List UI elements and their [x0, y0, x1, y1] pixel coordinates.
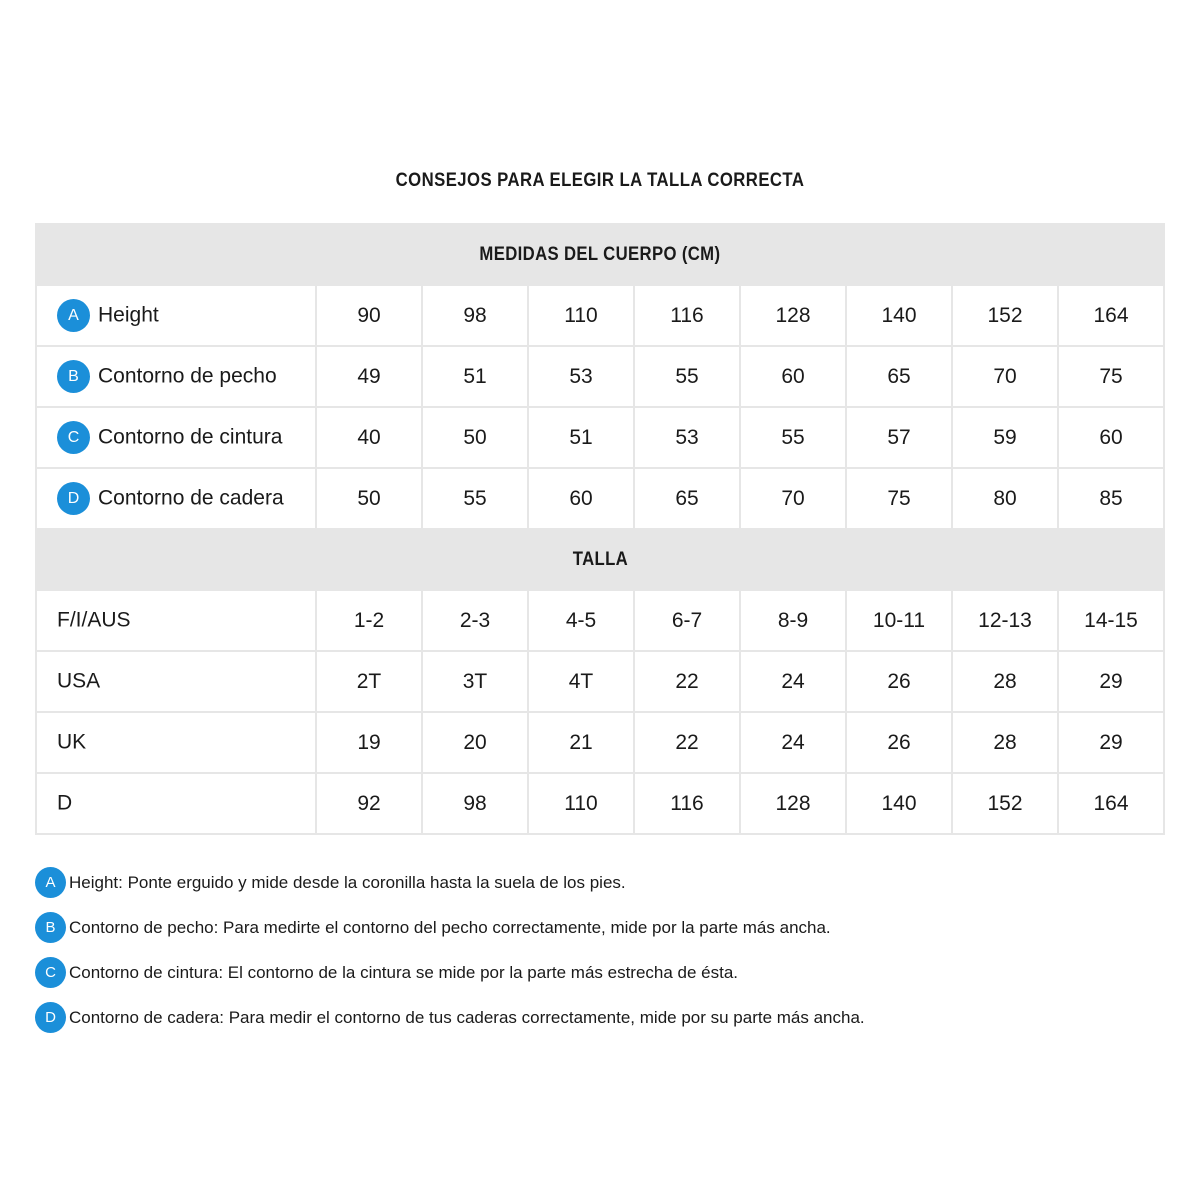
table-cell: 110 — [528, 285, 634, 346]
note-text: Contorno de pecho: Para medirte el contorno del pecho correctamente, mide por la parte más ancha. — [69, 917, 831, 937]
table-cell: 53 — [528, 346, 634, 407]
table-cell: 57 — [846, 407, 952, 468]
table-cell: 55 — [422, 468, 528, 529]
table-cell: 92 — [316, 773, 422, 834]
row-label-cell — [36, 468, 316, 529]
table-cell: 80 — [952, 468, 1058, 529]
letter-badge-icon: D — [35, 1002, 66, 1033]
table-cell: 75 — [846, 468, 952, 529]
row-label: Contorno de cintura — [98, 425, 283, 449]
section-header: TALLA — [572, 548, 628, 570]
table-cell: 29 — [1058, 651, 1164, 712]
table-cell: 110 — [528, 773, 634, 834]
table-cell: 19 — [316, 712, 422, 773]
row-label: Contorno de cadera — [98, 486, 284, 510]
table-cell: 40 — [316, 407, 422, 468]
table-cell: 4T — [528, 651, 634, 712]
letter-badge-icon: C — [57, 421, 90, 454]
table-cell: 60 — [1058, 407, 1164, 468]
table-cell: 24 — [740, 712, 846, 773]
section-header-cell — [36, 529, 1164, 590]
table-row — [36, 651, 1164, 712]
row-label-cell — [36, 346, 316, 407]
table-cell: 3T — [422, 651, 528, 712]
table-cell: 128 — [740, 285, 846, 346]
table-cell: 60 — [528, 468, 634, 529]
table-cell: 6-7 — [634, 590, 740, 651]
table-cell: 60 — [740, 346, 846, 407]
note-item — [35, 1001, 1165, 1034]
table-cell: 26 — [846, 712, 952, 773]
table-cell: 85 — [1058, 468, 1164, 529]
table-cell: 28 — [952, 712, 1058, 773]
table-cell: 2-3 — [422, 590, 528, 651]
note-text: Contorno de cintura: El contorno de la cintura se mide por la parte más estrecha de ésta. — [69, 962, 739, 982]
table-cell: 140 — [846, 773, 952, 834]
table-cell: 22 — [634, 712, 740, 773]
table-row — [36, 285, 1164, 346]
table-cell: 65 — [634, 468, 740, 529]
table-cell: 50 — [316, 468, 422, 529]
table-cell: 55 — [740, 407, 846, 468]
table-cell: 22 — [634, 651, 740, 712]
table-cell: 65 — [846, 346, 952, 407]
table-cell: 20 — [422, 712, 528, 773]
table-cell: 50 — [422, 407, 528, 468]
note-text: Contorno de cadera: Para medir el contorno de tus caderas correctamente, mide por su parte más ancha. — [69, 1007, 865, 1027]
table-cell: 98 — [422, 773, 528, 834]
note-item — [35, 911, 1165, 944]
table-cell: 21 — [528, 712, 634, 773]
section-header-cell — [36, 224, 1164, 285]
table-cell: 90 — [316, 285, 422, 346]
table-cell: 164 — [1058, 285, 1164, 346]
row-label: Contorno de pecho — [98, 364, 277, 388]
table-cell: 26 — [846, 651, 952, 712]
table-cell: 53 — [634, 407, 740, 468]
table-cell: 116 — [634, 285, 740, 346]
table-cell: 24 — [740, 651, 846, 712]
table-cell: 152 — [952, 773, 1058, 834]
row-label: UK — [57, 730, 87, 754]
measurement-notes — [35, 866, 1165, 1046]
table-cell: 49 — [316, 346, 422, 407]
table-cell: 140 — [846, 285, 952, 346]
table-cell: 2T — [316, 651, 422, 712]
section-header-row — [36, 224, 1164, 285]
table-cell: 98 — [422, 285, 528, 346]
letter-badge-icon: C — [35, 957, 66, 988]
table-cell: 116 — [634, 773, 740, 834]
size-chart-table — [35, 223, 1165, 835]
row-label: D — [57, 791, 73, 815]
table-cell: 12-13 — [952, 590, 1058, 651]
table-cell: 51 — [422, 346, 528, 407]
table-cell: 164 — [1058, 773, 1164, 834]
table-cell: 59 — [952, 407, 1058, 468]
table-row — [36, 773, 1164, 834]
row-label-cell — [36, 407, 316, 468]
table-cell: 51 — [528, 407, 634, 468]
note-item — [35, 866, 1165, 899]
section-header-row — [36, 529, 1164, 590]
table-cell: 1-2 — [316, 590, 422, 651]
note-item — [35, 956, 1165, 989]
table-cell: 4-5 — [528, 590, 634, 651]
table-row — [36, 712, 1164, 773]
table-cell: 8-9 — [740, 590, 846, 651]
row-label-cell — [36, 712, 316, 773]
table-row — [36, 590, 1164, 651]
row-label: F/I/AUS — [57, 608, 131, 632]
letter-badge-icon: B — [57, 360, 90, 393]
table-cell: 29 — [1058, 712, 1164, 773]
table-row — [36, 407, 1164, 468]
row-label-cell — [36, 590, 316, 651]
table-cell: 10-11 — [846, 590, 952, 651]
note-text: Height: Ponte erguido y mide desde la coronilla hasta la suela de los pies. — [69, 872, 626, 892]
table-cell: 70 — [740, 468, 846, 529]
letter-badge-icon: D — [57, 482, 90, 515]
letter-badge-icon: A — [35, 867, 66, 898]
row-label-cell — [36, 651, 316, 712]
table-cell: 70 — [952, 346, 1058, 407]
table-cell: 75 — [1058, 346, 1164, 407]
table-cell: 14-15 — [1058, 590, 1164, 651]
section-header: MEDIDAS DEL CUERPO (CM) — [479, 243, 721, 265]
row-label-cell — [36, 285, 316, 346]
table-row — [36, 468, 1164, 529]
table-cell: 128 — [740, 773, 846, 834]
table-cell: 152 — [952, 285, 1058, 346]
row-label-cell — [36, 773, 316, 834]
table-cell: 55 — [634, 346, 740, 407]
row-label: Height — [98, 303, 159, 327]
table-row — [36, 346, 1164, 407]
row-label: USA — [57, 669, 101, 693]
letter-badge-icon: A — [57, 299, 90, 332]
letter-badge-icon: B — [35, 912, 66, 943]
page-title: CONSEJOS PARA ELEGIR LA TALLA CORRECTA — [395, 170, 805, 191]
table-cell: 28 — [952, 651, 1058, 712]
